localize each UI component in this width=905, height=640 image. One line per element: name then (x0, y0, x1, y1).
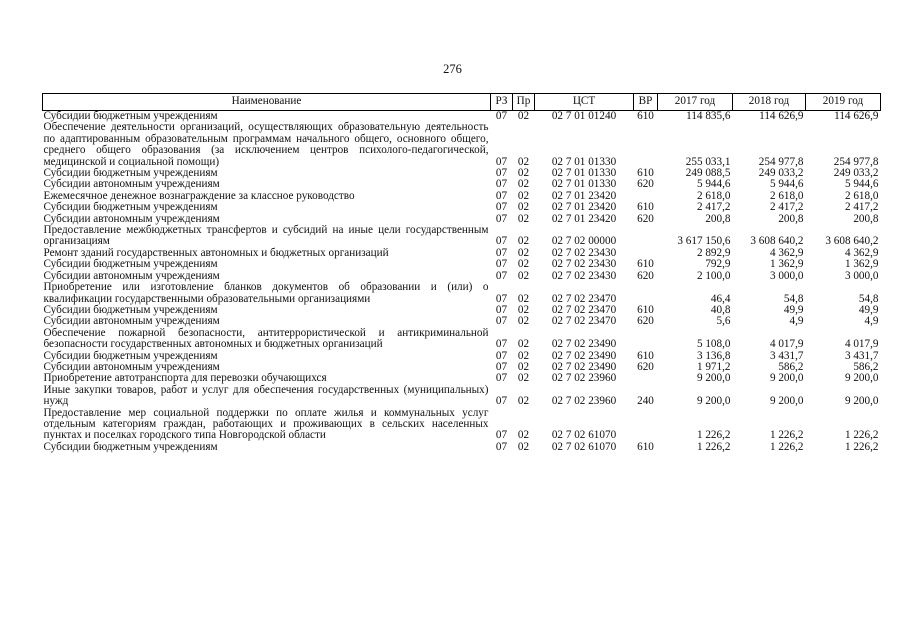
cell-name: Субсидии автономным учреждениям (43, 315, 220, 328)
cell-cst: 02 7 02 23470 (551, 292, 617, 305)
cell-pr: 02 (517, 110, 530, 122)
cell-rz: 07 (495, 315, 508, 328)
cell-rz: 07 (495, 201, 508, 214)
cell-y2019: 114 626,9 (834, 110, 879, 122)
cell-pr: 02 (517, 395, 530, 408)
cell-pr: 02 (517, 429, 530, 442)
table-row (43, 202, 881, 213)
cell-vr (634, 282, 658, 305)
cell-name: Субсидии бюджетным учреждениям (43, 258, 218, 271)
cell-name: Ежемесячное денежное вознаграждение за классное руководство (43, 189, 355, 202)
cell-cst: 02 7 01 01330 (551, 178, 617, 191)
header-cst: ЦСТ (535, 94, 634, 111)
cell-pr: 02 (517, 372, 530, 385)
cell-y2018: 5 944,6 (769, 178, 804, 191)
table-row (43, 282, 881, 305)
cell-y2017: 2 100,0 (696, 269, 731, 282)
budget-table (42, 93, 881, 453)
cell-name: Субсидии автономным учреждениям (43, 178, 220, 191)
cell-cst: 02 7 01 23420 (551, 189, 617, 202)
cell-y2019: 4,9 (864, 315, 879, 328)
cell-pr: 02 (517, 246, 530, 259)
header-2018: 2018 год (733, 94, 806, 111)
cell-vr (634, 373, 658, 384)
cell-y2018: 4,9 (789, 315, 804, 328)
table-row (43, 442, 881, 453)
cell-y2017: 1 226,2 (696, 440, 731, 453)
cell-y2019: 2 417,2 (844, 201, 879, 214)
cell-vr: 610 (637, 201, 654, 214)
cell-y2017: 1 226,2 (696, 429, 731, 442)
cell-pr: 02 (517, 303, 530, 316)
cell-y2018: 1 362,9 (769, 258, 804, 271)
cell-rz: 07 (495, 292, 508, 305)
table-row (43, 385, 881, 408)
cell-name: Субсидии автономным учреждениям (43, 360, 220, 373)
table-row (43, 328, 881, 351)
cell-pr: 02 (517, 155, 530, 168)
cell-y2017: 200,8 (705, 212, 731, 225)
cell-name: Субсидии бюджетным учреждениям (43, 110, 218, 122)
cell-vr: 620 (637, 360, 654, 373)
cell-pr: 02 (517, 338, 530, 351)
cell-y2019: 586,2 (853, 360, 879, 373)
cell-y2018: 3 431,7 (769, 349, 804, 362)
cell-rz: 07 (495, 349, 508, 362)
cell-y2019: 4 017,9 (844, 338, 879, 351)
cell-rz: 07 (495, 303, 508, 316)
cell-y2018: 9 200,0 (769, 395, 804, 408)
cell-vr: 620 (637, 212, 654, 225)
cell-vr (634, 408, 658, 442)
cell-name: Иные закупки товаров, работ и услуг для обеспечения государственных (муниципальных) нужд (43, 383, 489, 408)
cell-rz: 07 (495, 372, 508, 385)
cell-y2017: 2 618,0 (696, 189, 731, 202)
cell-y2019: 200,8 (853, 212, 879, 225)
cell-vr (634, 328, 658, 351)
cell-y2018: 114 626,9 (759, 110, 804, 122)
cell-pr: 02 (517, 212, 530, 225)
header-2017: 2017 год (658, 94, 733, 111)
cell-y2019: 5 944,6 (844, 178, 879, 191)
cell-y2017: 792,9 (705, 258, 731, 271)
cell-vr: 610 (637, 167, 654, 180)
cell-y2017: 114 835,6 (686, 110, 731, 122)
cell-y2017: 255 033,1 (685, 155, 731, 168)
cell-y2017: 5 944,6 (696, 178, 731, 191)
cell-y2019: 3 000,0 (844, 269, 879, 282)
cell-cst: 02 7 02 00000 (551, 235, 617, 248)
cell-vr (634, 225, 658, 248)
cell-rz: 07 (495, 429, 508, 442)
cell-rz: 07 (495, 167, 508, 180)
header-vr: ВР (634, 94, 658, 111)
cell-y2018: 4 017,9 (769, 338, 804, 351)
cell-rz: 07 (495, 440, 508, 453)
cell-y2019: 1 362,9 (844, 258, 879, 271)
cell-pr: 02 (517, 258, 530, 271)
cell-cst: 02 7 02 23470 (551, 303, 617, 316)
cell-cst: 02 7 01 01330 (551, 155, 617, 168)
cell-rz: 07 (495, 258, 508, 271)
cell-name: Ремонт зданий государственных автономных и бюджетных организаций (43, 246, 389, 259)
cell-cst: 02 7 02 23430 (551, 258, 617, 271)
cell-y2018: 2 417,2 (769, 201, 804, 214)
cell-y2019: 54,8 (858, 292, 879, 305)
header-name: Наименование (43, 94, 491, 111)
cell-cst: 02 7 02 23470 (551, 315, 617, 328)
table-row (43, 408, 881, 442)
cell-vr: 610 (637, 303, 654, 316)
cell-y2018: 9 200,0 (769, 372, 804, 385)
cell-y2018: 3 608 640,2 (750, 235, 804, 248)
cell-name: Предоставление мер социальной поддержки по оплате жилья и коммунальных услуг отдельным категориям граждан, работающих и проживающих в сельских населенных пунктах и поселках городского типа Новгородской области (43, 406, 489, 442)
cell-name: Субсидии бюджетным учреждениям (43, 349, 218, 362)
cell-name: Субсидии бюджетным учреждениям (43, 303, 218, 316)
cell-y2017: 9 200,0 (696, 395, 731, 408)
cell-name: Приобретение автотранспорта для перевозки обучающихся (43, 372, 327, 385)
cell-name: Субсидии бюджетным учреждениям (43, 167, 218, 180)
header-2019: 2019 год (806, 94, 881, 111)
cell-vr: 610 (637, 110, 654, 122)
table-row (43, 316, 881, 327)
cell-y2018: 1 226,2 (769, 429, 804, 442)
cell-cst: 02 7 02 23430 (551, 269, 617, 282)
cell-rz: 07 (495, 246, 508, 259)
cell-rz: 07 (495, 235, 508, 248)
cell-vr: 610 (637, 349, 654, 362)
cell-y2019: 9 200,0 (844, 395, 879, 408)
cell-cst: 02 7 02 61070 (551, 440, 617, 453)
cell-name: Обеспечение пожарной безопасности, антитеррористической и антикриминальной безопасности государственных автономных и бюджетных организаций (43, 326, 489, 351)
cell-pr: 02 (517, 315, 530, 328)
cell-cst: 02 7 01 23420 (551, 212, 617, 225)
cell-rz: 07 (495, 110, 508, 122)
cell-name: Субсидии автономным учреждениям (43, 269, 220, 282)
cell-name: Предоставление межбюджетных трансфертов и субсидий на иные цели государственным организациям (43, 224, 489, 248)
cell-pr: 02 (517, 189, 530, 202)
cell-rz: 07 (495, 212, 508, 225)
page-number: 276 (443, 62, 462, 76)
cell-pr: 02 (517, 167, 530, 180)
cell-vr: 610 (637, 258, 654, 271)
table-header-row (43, 94, 881, 111)
cell-y2019: 2 618,0 (844, 189, 879, 202)
cell-y2017: 9 200,0 (696, 372, 731, 385)
cell-y2017: 1 971,2 (696, 360, 731, 373)
cell-y2018: 2 618,0 (769, 189, 804, 202)
cell-pr: 02 (517, 269, 530, 282)
cell-pr: 02 (517, 235, 530, 248)
cell-y2018: 1 226,2 (769, 440, 804, 453)
cell-cst: 02 7 01 01330 (551, 167, 617, 180)
cell-y2018: 254 977,8 (758, 155, 804, 168)
cell-rz: 07 (495, 155, 508, 168)
cell-y2017: 3 136,8 (696, 349, 731, 362)
cell-pr: 02 (517, 349, 530, 362)
cell-vr: 620 (637, 315, 654, 328)
cell-y2018: 54,8 (783, 292, 804, 305)
cell-cst: 02 7 02 23960 (551, 372, 617, 385)
table-row (43, 225, 881, 248)
cell-rz: 07 (495, 178, 508, 191)
cell-cst: 02 7 02 23490 (551, 349, 617, 362)
cell-y2017: 3 617 150,6 (677, 235, 731, 248)
cell-y2019: 3 608 640,2 (825, 235, 879, 248)
cell-cst: 02 7 01 23420 (551, 201, 617, 214)
cell-y2017: 46,4 (710, 292, 731, 305)
cell-y2018: 4 362,9 (769, 246, 804, 259)
cell-y2018: 200,8 (778, 212, 804, 225)
cell-y2019: 49,9 (858, 303, 879, 316)
cell-name: Субсидии бюджетным учреждениям (43, 440, 218, 453)
cell-y2019: 249 033,2 (833, 167, 879, 180)
cell-name: Обеспечение деятельности организаций, осуществляющих образовательную деятельность по адаптированным образовательным программам начального общего, основного общего, среднего общего образования (за исключением центров психолого-педагогической, медицинской и социальной помощи) (43, 121, 489, 168)
cell-y2018: 3 000,0 (769, 269, 804, 282)
cell-pr: 02 (517, 178, 530, 191)
cell-cst: 02 7 02 61070 (551, 429, 617, 442)
cell-name: Субсидии бюджетным учреждениям (43, 201, 218, 214)
cell-name: Субсидии автономным учреждениям (43, 212, 220, 225)
cell-vr: 620 (637, 178, 654, 191)
cell-vr: 620 (637, 269, 654, 282)
cell-y2019: 4 362,9 (844, 246, 879, 259)
cell-y2017: 40,8 (710, 303, 731, 316)
cell-y2018: 249 033,2 (758, 167, 804, 180)
cell-y2019: 254 977,8 (833, 155, 879, 168)
cell-cst: 02 7 02 23490 (551, 338, 617, 351)
table-row (43, 259, 881, 270)
cell-rz: 07 (495, 360, 508, 373)
cell-y2019: 1 226,2 (844, 429, 879, 442)
cell-rz: 07 (495, 338, 508, 351)
cell-y2017: 5,6 (716, 315, 731, 328)
cell-rz: 07 (495, 269, 508, 282)
cell-vr: 610 (637, 440, 654, 453)
cell-y2017: 249 088,5 (685, 167, 731, 180)
cell-pr: 02 (517, 360, 530, 373)
cell-y2018: 586,2 (778, 360, 804, 373)
cell-cst: 02 7 01 01240 (551, 110, 617, 122)
cell-vr: 240 (637, 395, 654, 408)
cell-cst: 02 7 02 23430 (551, 246, 617, 259)
cell-cst: 02 7 02 23960 (551, 395, 617, 408)
cell-y2019: 3 431,7 (844, 349, 879, 362)
cell-pr: 02 (517, 440, 530, 453)
header-pr: Пр (513, 94, 535, 111)
cell-y2019: 9 200,0 (844, 372, 879, 385)
cell-rz: 07 (495, 189, 508, 202)
table-row (43, 122, 881, 168)
cell-rz: 07 (495, 395, 508, 408)
cell-pr: 02 (517, 201, 530, 214)
cell-y2017: 5 108,0 (696, 338, 731, 351)
cell-y2018: 49,9 (783, 303, 804, 316)
cell-pr: 02 (517, 292, 530, 305)
cell-y2019: 1 226,2 (844, 440, 879, 453)
cell-vr (634, 122, 658, 168)
cell-y2017: 2 892,9 (696, 246, 731, 259)
cell-y2017: 2 417,2 (696, 201, 731, 214)
cell-name: Приобретение или изготовление бланков документов об образовании и (или) о квалификации государственными образовательными организациями (43, 281, 489, 305)
cell-cst: 02 7 02 23490 (551, 360, 617, 373)
header-rz: РЗ (491, 94, 513, 111)
